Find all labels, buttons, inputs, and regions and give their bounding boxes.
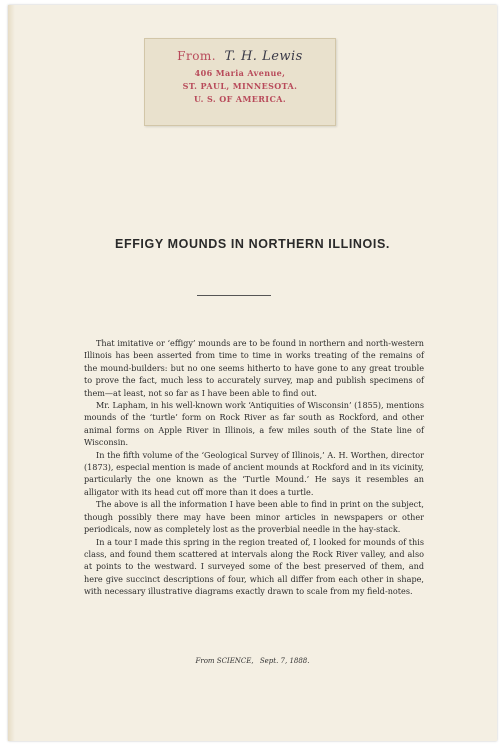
sender-address-label <box>144 38 336 126</box>
paragraph-5: In a tour I made this spring in the region treated of, I looked for mounds of this class, and found them scattered at intervals along the Rock River valley, and also at points to the westward. I surveyed some of the best preserved of them, and here give succinct descriptions of four, which all differ from each other in shape, with necessary illustrative diagrams exactly drawn to scale from my field-notes. <box>84 536 424 597</box>
paragraph-2: Mr. Lapham, in his well-known work ‘Antiquities of Wisconsin’ (1855), mentions mounds of the ‘turtle’ form on Rock River as far south as Rockford, and other animal forms on Apple River in Illinois, a few miles south of the State line of Wisconsin. <box>84 400 424 448</box>
document-title: EFFIGY MOUNDS IN NORTHERN ILLINOIS. <box>115 237 390 251</box>
footer-source: From SCIENCE, <box>195 657 254 665</box>
title-divider <box>197 295 271 296</box>
paragraph-3: In the fifth volume of the ‘Geological Survey of Illinois,’ A. H. Worthen, director (1873), especial mention is made of ancient mounds at Rockford and in its vicinity, particularly the one known as the ‘Turtle Mound.’ He says it resembles an alligator with its head cut off more than it does a turtle. <box>84 449 424 497</box>
binding-edge <box>8 5 15 741</box>
paper-sheet <box>8 5 497 741</box>
label-from-line <box>145 49 335 64</box>
article-body <box>84 337 424 598</box>
label-street: 406 Maria Avenue, <box>194 68 286 78</box>
paragraph-1: That imitative or ‘effigy’ mounds are to be found in northern and north-western Illinois has been asserted from time to time in works treating of the remains of the mound-builders: but no one seems hitherto to have gone to any great trouble to prove the fact, much less to accurately survey, map and publish specimens of them—at least, not so far as I have been able to find out. <box>84 338 424 398</box>
footer-date: Sept. 7, 1888. <box>259 657 310 665</box>
paragraph-4: The above is all the information I have been able to find in print on the subject, though possibly there may have been minor articles in newspapers or other periodicals, now as completely lost as the proverbial needle in the hay-stack. <box>84 499 424 535</box>
handwritten-signature: T. H. Lewis <box>224 49 303 64</box>
label-city: ST. PAUL, MINNESOTA. <box>182 81 298 91</box>
source-footer <box>8 657 497 665</box>
label-from-text: From. <box>177 49 217 63</box>
label-country: U. S. OF AMERICA. <box>193 94 287 104</box>
